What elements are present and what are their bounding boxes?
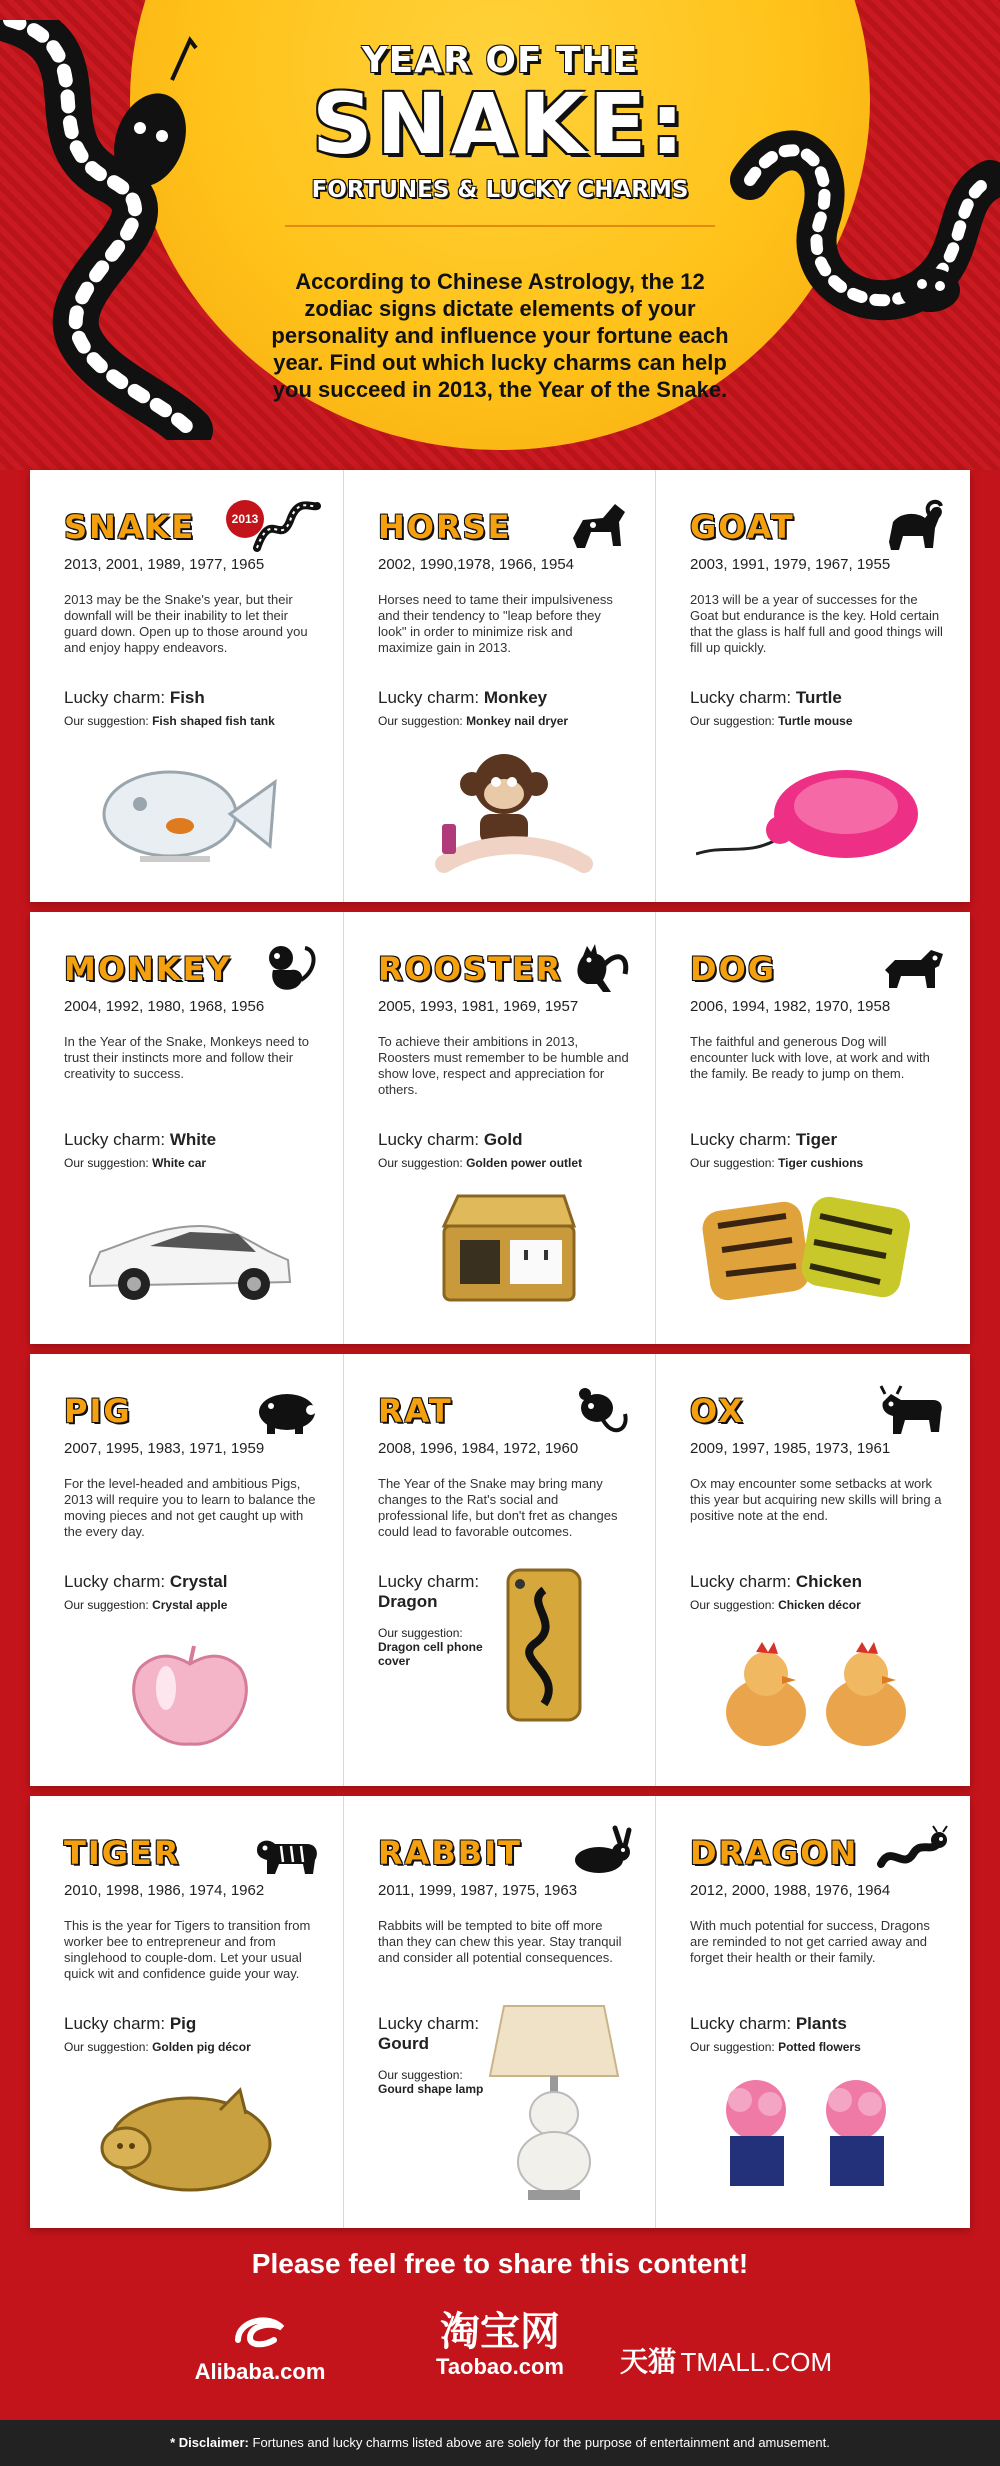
goat-icon <box>877 498 949 556</box>
sign-card-tiger <box>30 1796 343 2228</box>
turtle-mouse-photo <box>696 744 936 874</box>
sign-card-horse <box>343 470 656 902</box>
title-main: SNAKE: <box>312 75 688 173</box>
title-top: YEAR OF THE <box>361 40 639 81</box>
sign-description: 2013 will be a year of successes for the Goat but endurance is the key. Hold certain that the glass is half full and good things will fill up quickly. <box>690 592 943 655</box>
sign-card-rabbit <box>343 1796 656 2228</box>
horse-icon <box>563 498 635 556</box>
tmall-logo[interactable] <box>620 2340 840 2384</box>
lucky-charm-label: Lucky charm: <box>64 1130 166 1149</box>
lucky-charm <box>64 2014 317 2034</box>
lucky-charm <box>690 2014 943 2034</box>
sign-name: DRAGON <box>690 1834 859 1872</box>
pig-icon <box>251 1382 323 1440</box>
suggestion <box>690 2040 943 2054</box>
suggestion-label: Our suggestion: <box>690 2040 775 2054</box>
sign-years: 2006, 1994, 1982, 1970, 1958 <box>690 998 891 1015</box>
chicken-decor-photo <box>696 1628 936 1758</box>
suggestion <box>378 1156 629 1170</box>
suggestion-label: Our suggestion: <box>64 1156 149 1170</box>
suggestion <box>378 1626 488 1668</box>
suggestion-label: Our suggestion: <box>378 714 463 728</box>
lucky-charm-label: Lucky charm: <box>64 2014 166 2033</box>
golden-pig-photo <box>70 2070 310 2200</box>
title-block <box>230 40 770 227</box>
sign-name: PIG <box>64 1392 132 1430</box>
suggestion-label: Our suggestion: <box>378 1626 463 1640</box>
sign-name: RABBIT <box>378 1834 522 1872</box>
suggestion-value: Potted flowers <box>778 2040 861 2054</box>
sign-years: 2010, 1998, 1986, 1974, 1962 <box>64 1882 265 1899</box>
zodiac-grid <box>30 470 970 2230</box>
suggestion-value: Golden pig décor <box>152 2040 251 2054</box>
lucky-charm-value: Pig <box>169 2014 197 2033</box>
lucky-charm-value: White <box>169 1130 217 1149</box>
monkey-nail-dryer-photo <box>384 744 624 874</box>
lucky-charm-label: Lucky charm: <box>64 688 166 707</box>
zodiac-row <box>30 1796 970 2228</box>
partner-logos <box>0 2300 1000 2410</box>
ox-icon <box>877 1382 949 1440</box>
sign-years: 2005, 1993, 1981, 1969, 1957 <box>378 998 579 1015</box>
sign-name: ROOSTER <box>378 950 563 988</box>
sign-name: MONKEY <box>64 950 232 988</box>
intro-text: According to Chinese Astrology, the 12 zodiac signs dictate elements of your personality and influence your fortune each year. Find out which lucky charms can help you succeed in 2013, the Year of the Snake. <box>271 269 729 402</box>
zodiac-row <box>30 470 970 902</box>
zodiac-row <box>30 1354 970 1786</box>
suggestion-value: White car <box>152 1156 207 1170</box>
lucky-charm <box>690 688 943 708</box>
dragon-phone-cover-photo <box>494 1564 594 1754</box>
lucky-charm-label: Lucky charm: <box>64 1572 166 1591</box>
sign-description: Rabbits will be tempted to bite off more than they can chew this year. Stay tranquil and consider all potential consequences. <box>378 1918 622 1965</box>
lucky-charm-value: Gourd <box>378 2034 429 2053</box>
lucky-charm <box>378 688 629 708</box>
sign-years: 2007, 1995, 1983, 1971, 1959 <box>64 1440 265 1457</box>
suggestion <box>64 2040 317 2054</box>
suggestion-label: Our suggestion: <box>64 2040 149 2054</box>
sign-card-monkey <box>30 912 343 1344</box>
sign-description: Horses need to tame their impulsiveness and their tendency to "leap before they look" in order to minimize risk and maximize gain in 2013. <box>378 592 613 655</box>
taobao-mark: 淘宝网 <box>440 2310 560 2354</box>
sign-name: RAT <box>378 1392 453 1430</box>
lucky-charm-value: Turtle <box>795 688 842 707</box>
sign-description: With much potential for success, Dragons are reminded to not get carried away and forget their health or their family. <box>690 1918 930 1965</box>
share-message: Please feel free to share this content! <box>251 2248 749 2279</box>
disclaimer-label: * Disclaimer: <box>170 2435 249 2450</box>
alibaba-mark-icon <box>230 2310 290 2354</box>
lucky-charm-value: Monkey <box>483 688 548 707</box>
lucky-charm <box>690 1130 943 1150</box>
suggestion-value: Monkey nail dryer <box>466 714 569 728</box>
tiger-icon <box>251 1824 323 1882</box>
snake-illustration-right <box>730 120 1000 380</box>
lucky-charm <box>64 1572 317 1592</box>
gourd-lamp-photo <box>484 1996 624 2206</box>
tmall-mark: 天猫 <box>620 2346 677 2377</box>
sign-description: This is the year for Tigers to transition from worker bee to entrepreneur and from singlehood to couple-dom. Let your usual quick wit and confidence guide your way. <box>64 1918 311 1981</box>
sign-card-rat <box>343 1354 656 1786</box>
snake-illustration-left <box>0 20 250 440</box>
sign-name: OX <box>690 1392 745 1430</box>
suggestion-value: Crystal apple <box>152 1598 228 1612</box>
suggestion-value: Dragon cell phone cover <box>378 1640 483 1668</box>
sign-card-snake <box>30 470 343 902</box>
lucky-charm-value: Plants <box>795 2014 847 2033</box>
suggestion <box>690 1156 943 1170</box>
rooster-icon <box>563 940 635 998</box>
suggestion <box>64 714 317 728</box>
fish-tank-photo <box>70 744 310 874</box>
suggestion-label: Our suggestion: <box>690 1598 775 1612</box>
lucky-charm <box>378 1130 629 1150</box>
suggestion-value: Turtle mouse <box>778 714 853 728</box>
sign-card-goat <box>656 470 969 902</box>
suggestion <box>64 1156 317 1170</box>
sign-years: 2004, 1992, 1980, 1968, 1956 <box>64 998 265 1015</box>
title-divider <box>285 225 715 227</box>
sign-name: TIGER <box>64 1834 181 1872</box>
suggestion <box>64 1598 317 1612</box>
sign-years: 2002, 1990,1978, 1966, 1954 <box>378 556 575 573</box>
suggestion-value: Fish shaped fish tank <box>152 714 275 728</box>
suggestion <box>690 714 943 728</box>
sign-card-rooster <box>343 912 656 1344</box>
lucky-charm-value: Tiger <box>795 1130 838 1149</box>
sign-description: 2013 may be the Snake's year, but their downfall will be their inability to let their guard down. Open up to those around you and enjoy happy endeavors. <box>64 592 308 655</box>
snake-icon <box>251 498 323 556</box>
sign-card-dog <box>656 912 969 1344</box>
sign-card-pig <box>30 1354 343 1786</box>
lucky-charm-label: Lucky charm: <box>378 688 480 707</box>
suggestion-value: Tiger cushions <box>778 1156 864 1170</box>
dragon-icon <box>877 1824 949 1882</box>
white-car-photo <box>70 1186 310 1316</box>
suggestion-value: Gourd shape lamp <box>378 2082 484 2096</box>
sign-years: 2009, 1997, 1985, 1973, 1961 <box>690 1440 891 1457</box>
sign-description: In the Year of the Snake, Monkeys need to trust their instincts more and follow their creativity to success. <box>64 1034 310 1081</box>
sign-name: GOAT <box>690 508 795 546</box>
suggestion-value: Chicken décor <box>778 1598 861 1612</box>
lucky-charm-label: Lucky charm: <box>690 688 792 707</box>
lucky-charm-value: Chicken <box>795 1572 862 1591</box>
crystal-apple-photo <box>70 1628 310 1758</box>
alibaba-name: Alibaba.com <box>194 2359 326 2384</box>
suggestion <box>378 714 629 728</box>
sign-description: For the level-headed and ambitious Pigs, 2013 will require you to learn to balance the moving pieces and not get caught up with the every day. <box>64 1476 316 1539</box>
sign-description: The faithful and generous Dog will encounter luck with love, at work and with the family. Be ready to jump on them. <box>690 1034 930 1081</box>
disclaimer <box>0 2420 1000 2466</box>
lucky-charm-value: Fish <box>169 688 205 707</box>
sign-card-dragon <box>656 1796 969 2228</box>
lucky-charm-label: Lucky charm: <box>378 2014 480 2033</box>
lucky-charm-label: Lucky charm: <box>690 2014 792 2033</box>
year-badge: 2013 <box>226 500 264 538</box>
tmall-name: TMALL.COM <box>680 2347 833 2377</box>
lucky-charm-label: Lucky charm: <box>690 1130 792 1149</box>
zodiac-row <box>30 912 970 1344</box>
sign-years: 2012, 2000, 1988, 1976, 1964 <box>690 1882 891 1899</box>
sign-card-ox <box>656 1354 969 1786</box>
potted-flowers-photo <box>696 2070 936 2200</box>
taobao-name: Taobao.com <box>436 2354 564 2379</box>
golden-outlet-photo <box>384 1186 624 1316</box>
suggestion-label: Our suggestion: <box>378 2068 463 2082</box>
title-subtitle: FORTUNES & LUCKY CHARMS <box>311 177 689 203</box>
suggestion-value: Golden power outlet <box>466 1156 583 1170</box>
sign-name: DOG <box>690 950 777 988</box>
sign-years: 2008, 1996, 1984, 1972, 1960 <box>378 1440 579 1457</box>
lucky-charm-value: Crystal <box>169 1572 228 1591</box>
sign-description: Ox may encounter some setbacks at work this year but acquiring new skills will bring a positive note at the end. <box>690 1476 942 1523</box>
suggestion-label: Our suggestion: <box>64 714 149 728</box>
lucky-charm <box>64 1130 317 1150</box>
suggestion-label: Our suggestion: <box>690 1156 775 1170</box>
lucky-charm-label: Lucky charm: <box>378 1130 480 1149</box>
lucky-charm-label: Lucky charm: <box>690 1572 792 1591</box>
lucky-charm <box>690 1572 943 1592</box>
lucky-charm-label: Lucky charm: <box>378 1572 480 1591</box>
rat-icon <box>563 1382 635 1440</box>
suggestion <box>690 1598 943 1612</box>
sign-description: The Year of the Snake may bring many changes to the Rat's social and professional life, but don't fret as changes could lead to favorable outcomes. <box>378 1476 618 1539</box>
alibaba-logo[interactable] <box>180 2310 340 2385</box>
suggestion-label: Our suggestion: <box>690 714 775 728</box>
tiger-cushions-photo <box>696 1186 936 1316</box>
sign-name: HORSE <box>378 508 512 546</box>
dog-icon <box>877 940 949 998</box>
sign-years: 2013, 2001, 1989, 1977, 1965 <box>64 556 265 573</box>
taobao-logo[interactable] <box>410 2310 590 2380</box>
suggestion-label: Our suggestion: <box>64 1598 149 1612</box>
lucky-charm-value: Dragon <box>378 1592 438 1611</box>
disclaimer-text: Fortunes and lucky charms listed above are solely for the purpose of entertainment and amusement. <box>252 2435 830 2450</box>
sign-description: To achieve their ambitions in 2013, Roosters must remember to be humble and show love, respect and appreciation for others. <box>378 1034 629 1097</box>
sign-years: 2003, 1991, 1979, 1967, 1955 <box>690 556 891 573</box>
monkey-icon <box>251 940 323 998</box>
sign-years: 2011, 1999, 1987, 1975, 1963 <box>378 1882 578 1899</box>
lucky-charm <box>64 688 317 708</box>
header-banner <box>0 0 1000 470</box>
rabbit-icon <box>563 1824 635 1882</box>
sign-name: SNAKE <box>64 508 196 546</box>
suggestion-label: Our suggestion: <box>378 1156 463 1170</box>
lucky-charm-value: Gold <box>483 1130 523 1149</box>
